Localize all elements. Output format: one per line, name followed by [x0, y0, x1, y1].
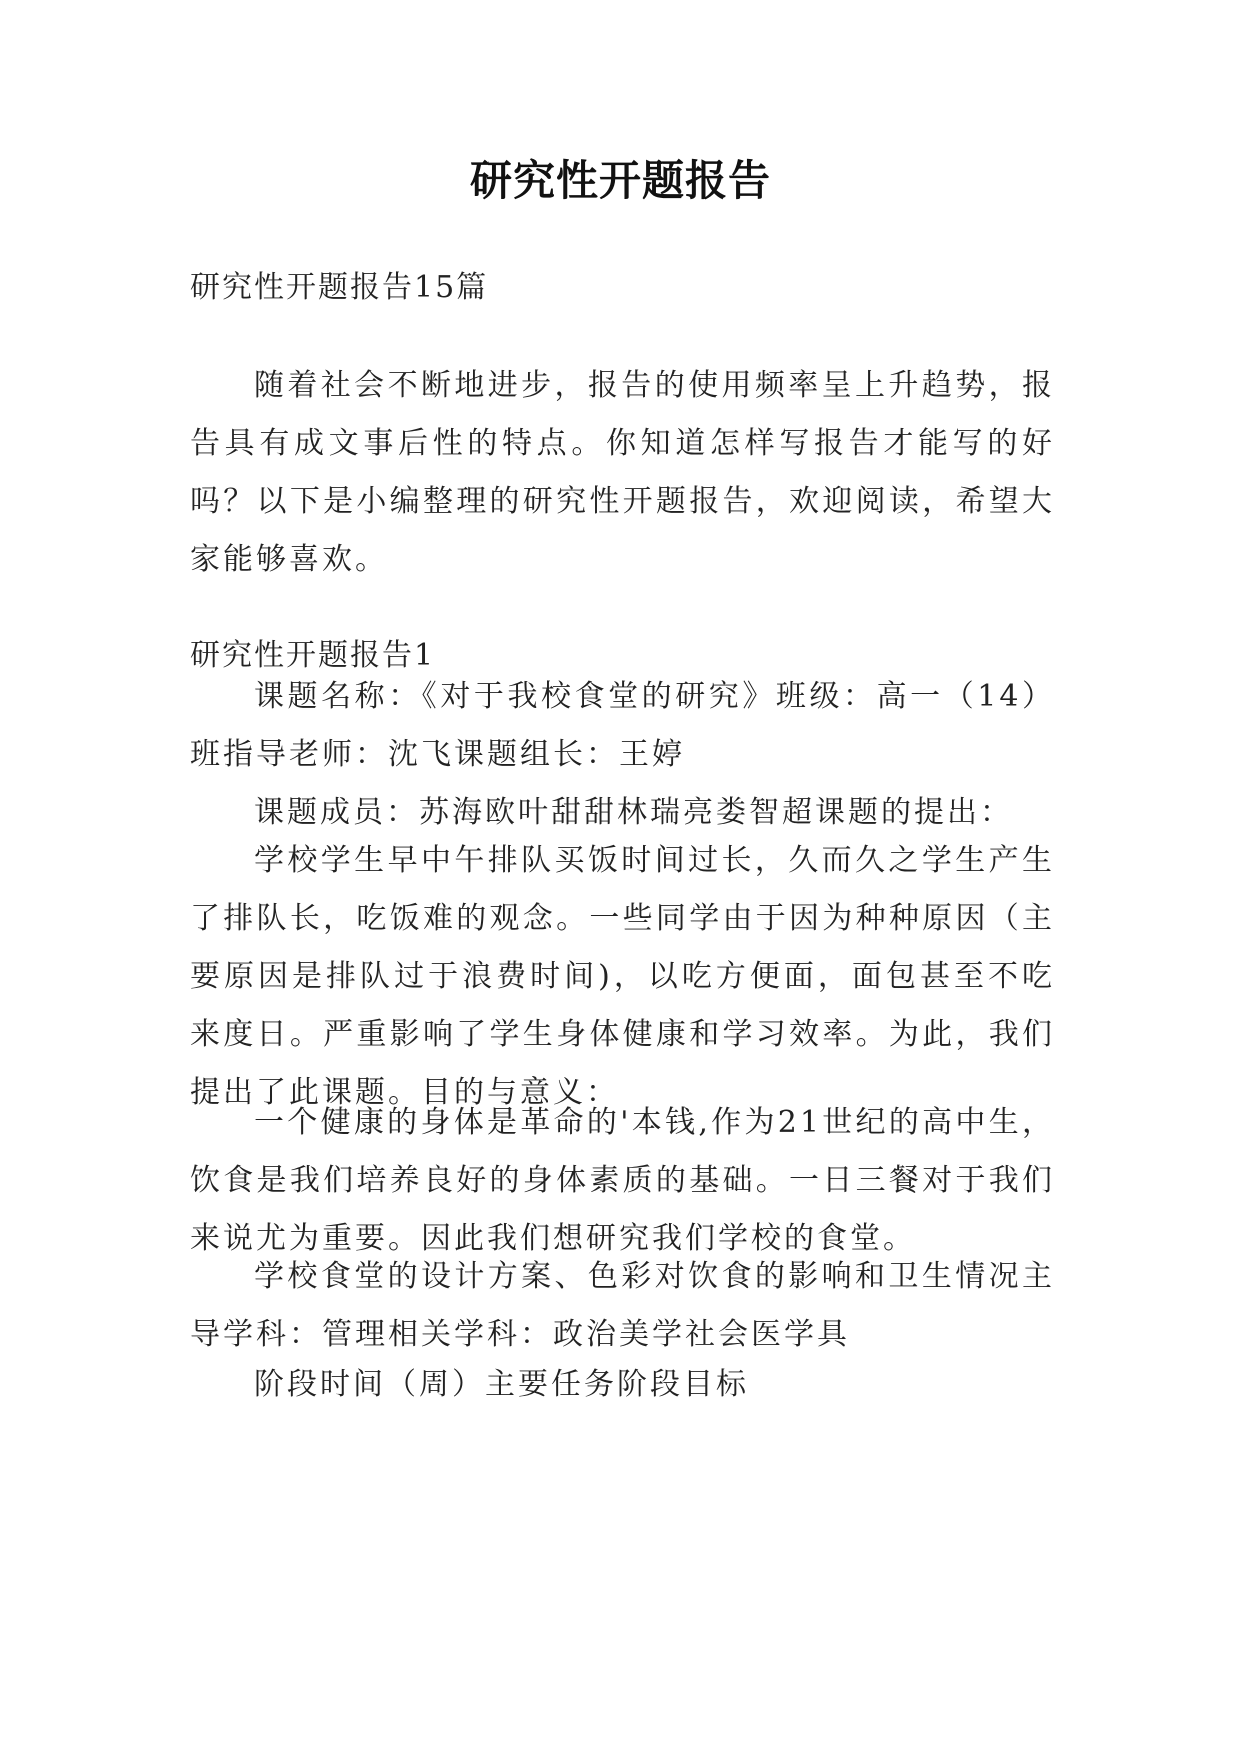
- paragraph-members: 课题成员：苏海欧叶甜甜林瑞亮娄智超课题的提出：: [254, 795, 1013, 830]
- paragraph-purpose: 一个健康的身体是革命的'本钱,作为21世纪的高中生，饮食是我们培养良好的身体素质的基础。一日三餐对于我们来说尤为重要。因此我们想研究我们学校的食堂。: [190, 1105, 1055, 1256]
- paragraph-schedule: 阶段时间（周）主要任务阶段目标: [254, 1367, 749, 1402]
- paragraph-subjects: 学校食堂的设计方案、色彩对饮食的影响和卫生情况主导学科：管理相关学科：政治美学社会医学具: [190, 1259, 1055, 1352]
- paragraph-topic-info: 课题名称：《对于我校食堂的研究》班级：高一（14）班指导老师：沈飞课题组长：王婷: [190, 679, 1055, 772]
- section-heading: 研究性开题报告1: [190, 638, 436, 673]
- document-title: 研究性开题报告: [469, 156, 771, 205]
- document-subtitle: 研究性开题报告15篇: [190, 270, 489, 305]
- paragraph-background: 学校学生早中午排队买饭时间过长，久而久之学生产生了排队长，吃饭难的观念。一些同学由于因为种种原因（主要原因是排队过于浪费时间)，以吃方便面，面包甚至不吃来度日。严重影响了学生身体健康和学习效率。为此，我们提出了此课题。目的与意义：: [190, 843, 1055, 1110]
- intro-paragraph: 随着社会不断地进步，报告的使用频率呈上升趋势，报告具有成文事后性的特点。你知道怎样写报告才能写的好吗？以下是小编整理的研究性开题报告，欢迎阅读，希望大家能够喜欢。: [190, 368, 1055, 577]
